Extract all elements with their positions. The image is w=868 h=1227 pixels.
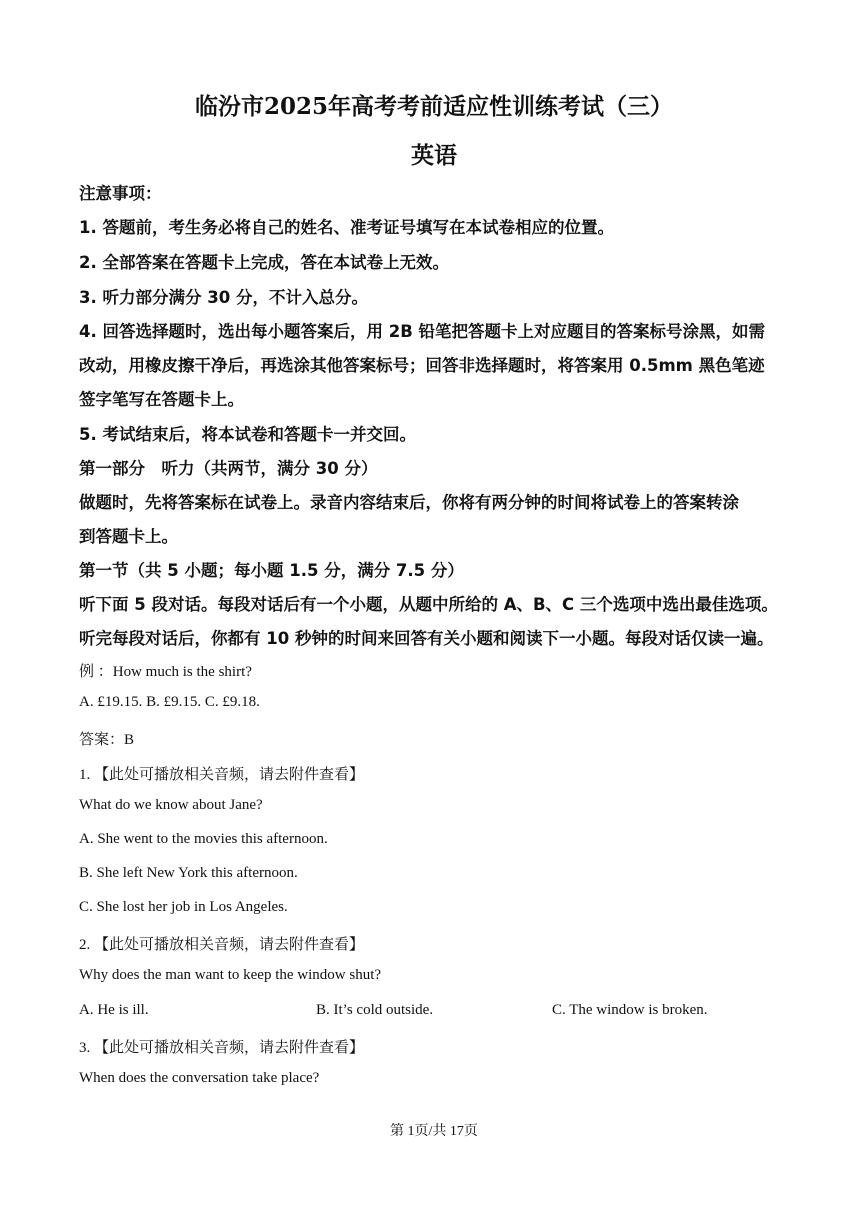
q1-option-c: C. She lost her job in Los Angeles. [79, 899, 288, 915]
q2-stem: Why does the man want to keep the window shut? [79, 967, 382, 983]
subject-title: 英语 [411, 142, 457, 169]
q1-audio-note: 1. 【此处可播放相关音频，请去附件查看】 [79, 767, 365, 783]
q3-audio-note: 3. 【此处可播放相关音频，请去附件查看】 [79, 1040, 365, 1056]
notice-item: 5. 考试结束后，将本试卷和答题卡一并交回。 [79, 425, 416, 444]
part1-instruction: 做题时，先将答案标在试卷上。录音内容结束后，你将有两分钟的时间将试卷上的答案转涂 [79, 493, 739, 512]
q1-stem: What do we know about Jane? [79, 797, 263, 813]
page-number: 第 1页/共 17页 [390, 1124, 478, 1139]
part1-heading: 第一部分 听力（共两节，满分 30 分） [79, 459, 378, 478]
section1-instruction: 听完每段对话后，你都有 10 秒钟的时间来回答有关小题和阅读下一小题。每段对话仅读一遍。 [79, 629, 774, 648]
notice-item: 2. 全部答案在答题卡上完成，答在本试卷上无效。 [79, 253, 449, 272]
notice-item: 3. 听力部分满分 30 分，不计入总分。 [79, 288, 368, 307]
q2-audio-note: 2. 【此处可播放相关音频，请去附件查看】 [79, 937, 365, 953]
q2-option-b: B. It’s cold outside. [316, 1002, 434, 1018]
q1-option-a: A. She went to the movies this afternoon. [79, 831, 328, 847]
notice-item: 4. 回答选择题时，选出每小题答案后，用 2B 铅笔把答题卡上对应题目的答案标号涂黑，如需 [79, 322, 766, 341]
exam-title: 临汾市2025年高考考前适应性训练考试（三） [194, 93, 673, 120]
q2-option-a: A. He is ill. [79, 1002, 149, 1018]
section1-instruction: 听下面 5 段对话。每段对话后有一个小题，从题中所给的 A、B、C 三个选项中选出最佳选项。 [79, 595, 778, 614]
notice-item: 1. 答题前，考生务必将自己的姓名、准考证号填写在本试卷相应的位置。 [79, 218, 614, 237]
notice-heading: 注意事项： [79, 184, 162, 203]
notice-item: 签字笔写在答题卡上。 [79, 390, 244, 409]
example-question: 例 ：How much is the shirt? [79, 664, 252, 680]
example-options: A. £19.15. B. £9.15. C. £9.18. [79, 694, 260, 710]
q3-stem: When does the conversation take place? [79, 1070, 320, 1086]
example-answer: 答案：B [79, 732, 135, 748]
q2-option-c: C. The window is broken. [552, 1002, 708, 1018]
section1-heading: 第一节（共 5 小题；每小题 1.5 分，满分 7.5 分） [79, 561, 464, 580]
q1-option-b: B. She left New York this afternoon. [79, 865, 298, 881]
notice-item: 改动，用橡皮擦干净后，再选涂其他答案标号；回答非选择题时，将答案用 0.5mm 黑色笔迹 [79, 356, 765, 375]
part1-instruction: 到答题卡上。 [79, 527, 178, 546]
